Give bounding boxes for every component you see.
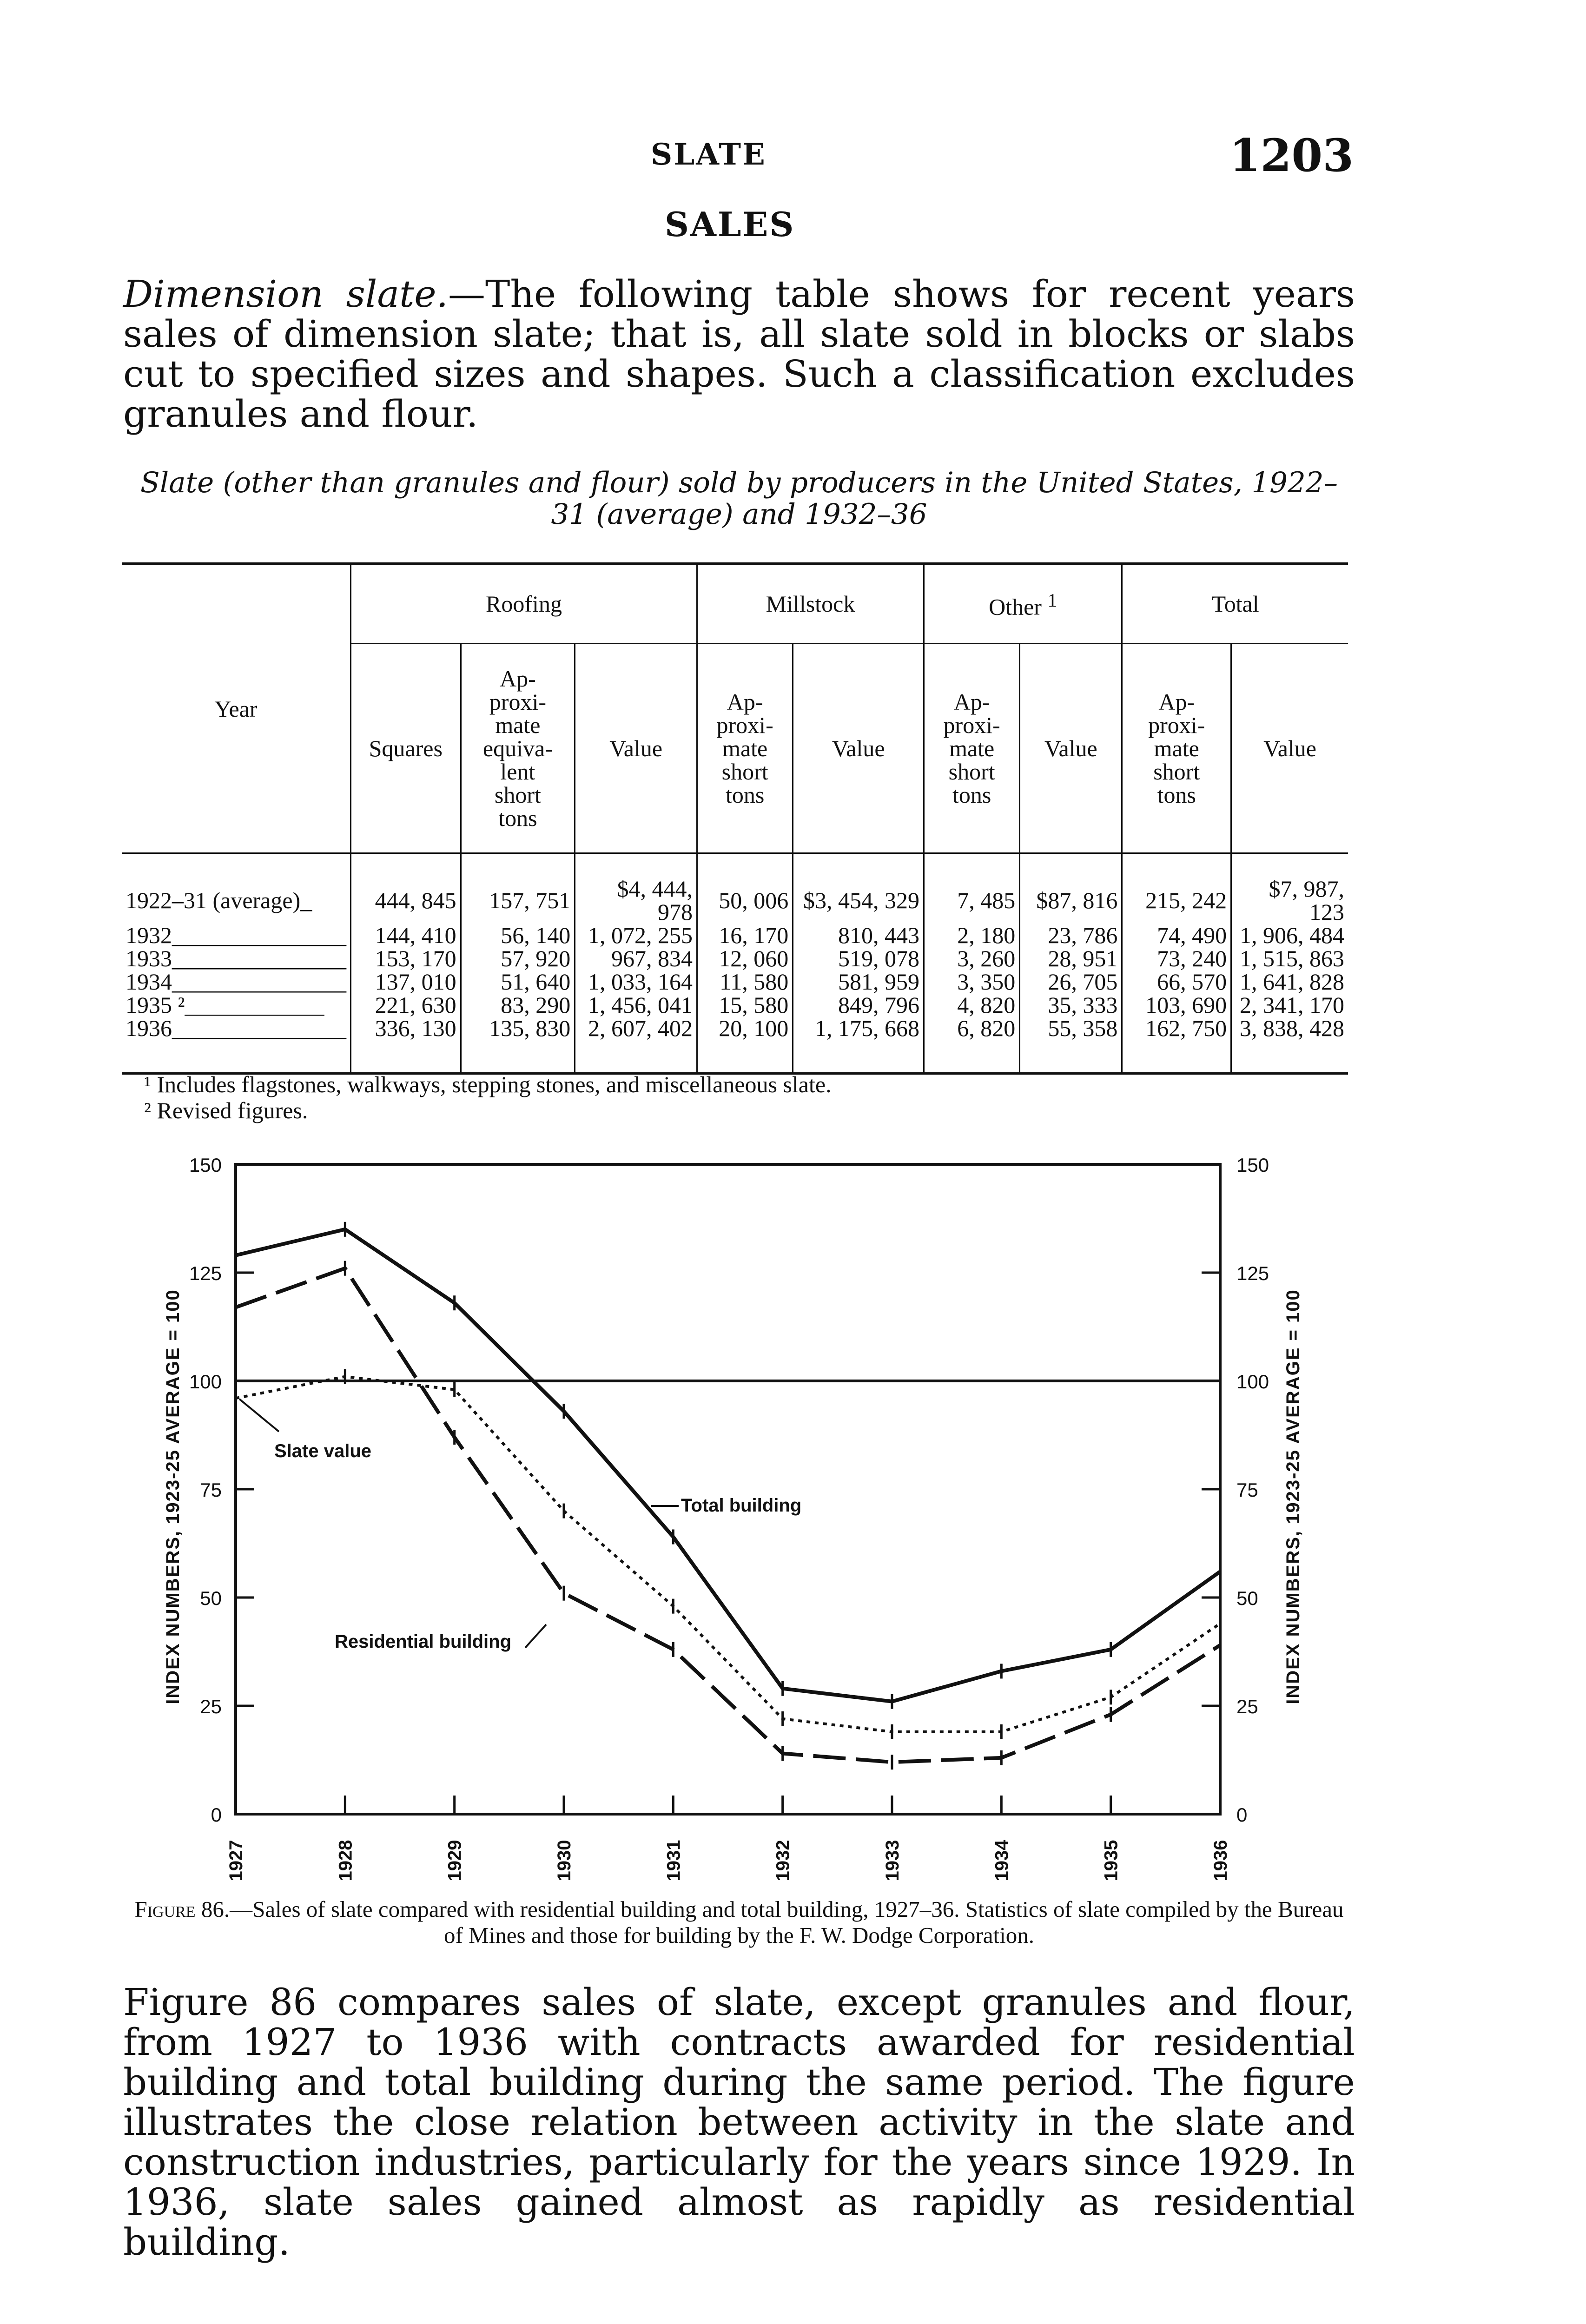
- total-value-header: Value: [1231, 644, 1348, 853]
- other-header-label: Other: [989, 594, 1042, 620]
- y-axis-title-right: INDEX NUMBERS, 1923-25 AVERAGE = 100: [1283, 1289, 1303, 1704]
- table-cell: 581, 959: [793, 970, 924, 993]
- table-cell: $87, 816: [1020, 853, 1122, 924]
- y-tick-label-left: 100: [189, 1371, 222, 1393]
- table-cell: 519, 078: [793, 947, 924, 970]
- table-cell: 50, 006: [697, 853, 793, 924]
- x-tick-label: 1928: [335, 1840, 356, 1882]
- table-cell: 57, 920: [461, 947, 575, 970]
- annotation-residential-building: Residential building: [335, 1631, 512, 1652]
- y-tick-label-right: 75: [1236, 1479, 1258, 1501]
- y-tick-label-left: 0: [211, 1804, 222, 1826]
- row-year: 1932_______________: [126, 922, 346, 948]
- y-tick-label-right: 25: [1236, 1696, 1258, 1717]
- total-tons-header: Ap- proxi- mate short tons: [1122, 644, 1231, 853]
- total-header: Total: [1122, 564, 1348, 644]
- x-tick-label: 1931: [663, 1840, 684, 1882]
- millstock-value-header: Value: [793, 644, 924, 853]
- roofing-header: Roofing: [351, 564, 697, 644]
- table-cell: 1, 033, 164: [575, 970, 697, 993]
- table-cell: 157, 751: [461, 853, 575, 924]
- table-cell: 83, 290: [461, 993, 575, 1017]
- year-header: Year: [122, 564, 351, 853]
- x-tick-label: 1930: [554, 1840, 575, 1882]
- table-cell: $4, 444, 978: [575, 853, 697, 924]
- table-cell: 336, 130: [351, 1017, 461, 1074]
- roofing-tons-header: Ap- proxi- mate equiva- lent short tons: [461, 644, 575, 853]
- millstock-tons-header: Ap- proxi- mate short tons: [697, 644, 793, 853]
- table-cell: 2, 607, 402: [575, 1017, 697, 1074]
- x-tick-label: 1934: [991, 1840, 1012, 1882]
- annotation-arrow-slate: [239, 1399, 279, 1432]
- table-cell: 1, 456, 041: [575, 993, 697, 1017]
- other-header-footnote: 1: [1047, 590, 1057, 612]
- y-tick-label-right: 0: [1236, 1804, 1248, 1826]
- y-tick-label-left: 125: [189, 1262, 222, 1284]
- table-cell: 6, 820: [924, 1017, 1020, 1074]
- annotation-total-building: Total building: [681, 1495, 802, 1516]
- table-cell: $7, 987, 123: [1231, 853, 1348, 924]
- row-year: 1936_______________: [122, 1017, 351, 1074]
- figure-caption-label: Figure 86.: [134, 1896, 230, 1922]
- other-tons-header: Ap- proxi- mate short tons: [924, 644, 1020, 853]
- closing-paragraph: Figure 86 compares sales of slate, except granules and flour, from 1927 to 1936 with contracts awarded for residential building and total building during the same period. The figure illustrates the close relation between activity in the slate and construction industries, particularly for the years since 1929. In 1936, slate sales gained almost as rapidly as residential building.: [123, 1981, 1355, 2264]
- other-value-header: Value: [1020, 644, 1122, 853]
- y-tick-label-right: 50: [1236, 1587, 1258, 1609]
- table-cell: 28, 951: [1020, 947, 1122, 970]
- x-tick-label: 1933: [882, 1840, 903, 1882]
- table-caption: Slate (other than granules and flour) sold by producers in the United States, 1922–31 (average) and 1932–36: [140, 466, 1338, 531]
- millstock-header: Millstock: [697, 564, 924, 644]
- x-tick-label: 1929: [444, 1840, 465, 1882]
- table-cell: 55, 358: [1020, 1017, 1122, 1074]
- table-cell: $3, 454, 329: [793, 853, 924, 924]
- figure-caption-text: —Sales of slate compared with residential building and total building, 1927–36. Statistics of slate compiled by the Bureau of Mines and those for building by the F. W. Dodge Corporation.: [230, 1896, 1344, 1948]
- table-cell: 56, 140: [461, 924, 575, 947]
- y-tick-label-right: 100: [1236, 1371, 1269, 1393]
- table-cell: 35, 333: [1020, 993, 1122, 1017]
- table-cell: 849, 796: [793, 993, 924, 1017]
- y-tick-label-left: 150: [189, 1154, 222, 1176]
- table-cell: 2, 341, 170: [1231, 993, 1348, 1017]
- y-tick-label-left: 25: [200, 1696, 222, 1717]
- annotation-slate-value: Slate value: [274, 1441, 372, 1461]
- page-number: 1203: [1229, 129, 1354, 182]
- table-cell: 1, 515, 863: [1231, 947, 1348, 970]
- table-cell: 66, 570: [1122, 970, 1231, 993]
- row-year: 1922–31 (average)_: [126, 887, 312, 913]
- y-tick-label-left: 50: [200, 1587, 222, 1609]
- table-cell: 11, 580: [697, 970, 793, 993]
- running-head: SLATE: [651, 137, 767, 172]
- intro-lead: Dimension slate.: [123, 272, 448, 316]
- row-year: 1935 ²____________: [126, 992, 324, 1018]
- footnote-2: ² Revised figures.: [144, 1097, 308, 1123]
- table-cell: 162, 750: [1122, 1017, 1231, 1074]
- roofing-squares-header: Squares: [351, 644, 461, 853]
- table-cell: 7, 485: [924, 853, 1020, 924]
- table-cell: 23, 786: [1020, 924, 1122, 947]
- table-cell: 103, 690: [1122, 993, 1231, 1017]
- table-cell: 221, 630: [351, 993, 461, 1017]
- table-cell: 73, 240: [1122, 947, 1231, 970]
- table-cell: 135, 830: [461, 1017, 575, 1074]
- y-tick-label-right: 125: [1236, 1262, 1269, 1284]
- row-year: 1934_______________: [126, 969, 346, 995]
- figure-caption: [123, 1896, 1355, 1948]
- x-tick-label: 1932: [773, 1840, 793, 1882]
- y-tick-label-left: 75: [200, 1479, 222, 1501]
- table-cell: 215, 242: [1122, 853, 1231, 924]
- table-cell: 20, 100: [697, 1017, 793, 1074]
- table-cell: 16, 170: [697, 924, 793, 947]
- table-cell: 4, 820: [924, 993, 1020, 1017]
- table-cell: 810, 443: [793, 924, 924, 947]
- table-cell: 153, 170: [351, 947, 461, 970]
- table-cell: 3, 838, 428: [1231, 1017, 1348, 1074]
- table-cell: 1, 906, 484: [1231, 924, 1348, 947]
- x-tick-label: 1935: [1101, 1840, 1122, 1882]
- footnote-1: ¹ Includes flagstones, walkways, stepping stones, and miscellaneous slate.: [144, 1071, 832, 1097]
- table-cell: 1, 072, 255: [575, 924, 697, 947]
- table-cell: 444, 845: [351, 853, 461, 924]
- table-cell: 137, 010: [351, 970, 461, 993]
- table-cell: 967, 834: [575, 947, 697, 970]
- row-year: 1933_______________: [126, 945, 346, 971]
- table-cell: 3, 350: [924, 970, 1020, 993]
- table-cell: 1, 641, 828: [1231, 970, 1348, 993]
- section-title: SALES: [665, 205, 795, 244]
- plot-frame: [236, 1164, 1220, 1814]
- table-cell: 3, 260: [924, 947, 1020, 970]
- table-cell: 74, 490: [1122, 924, 1231, 947]
- table-cell: 26, 705: [1020, 970, 1122, 993]
- table-cell: 12, 060: [697, 947, 793, 970]
- roofing-value-header: Value: [575, 644, 697, 853]
- table-cell: 144, 410: [351, 924, 461, 947]
- table-cell: 15, 580: [697, 993, 793, 1017]
- table-cell: 1, 175, 668: [793, 1017, 924, 1074]
- y-axis-title-left: INDEX NUMBERS, 1923-25 AVERAGE = 100: [163, 1289, 183, 1704]
- x-tick-label: 1927: [226, 1840, 246, 1882]
- y-tick-label-right: 150: [1236, 1154, 1269, 1176]
- annotation-arrow-residential: [525, 1624, 546, 1648]
- table-cell: 51, 640: [461, 970, 575, 993]
- series-line-total-building: [236, 1229, 1220, 1702]
- x-tick-label: 1936: [1210, 1840, 1231, 1882]
- intro-text: —The following table shows for recent years sales of dimension slate; that is, all slate sold in blocks or slabs cut to specified sizes and shapes. Such a classification excludes granules and flour.: [123, 272, 1355, 436]
- table-cell: 2, 180: [924, 924, 1020, 947]
- series-line-slate-value: [236, 1377, 1220, 1732]
